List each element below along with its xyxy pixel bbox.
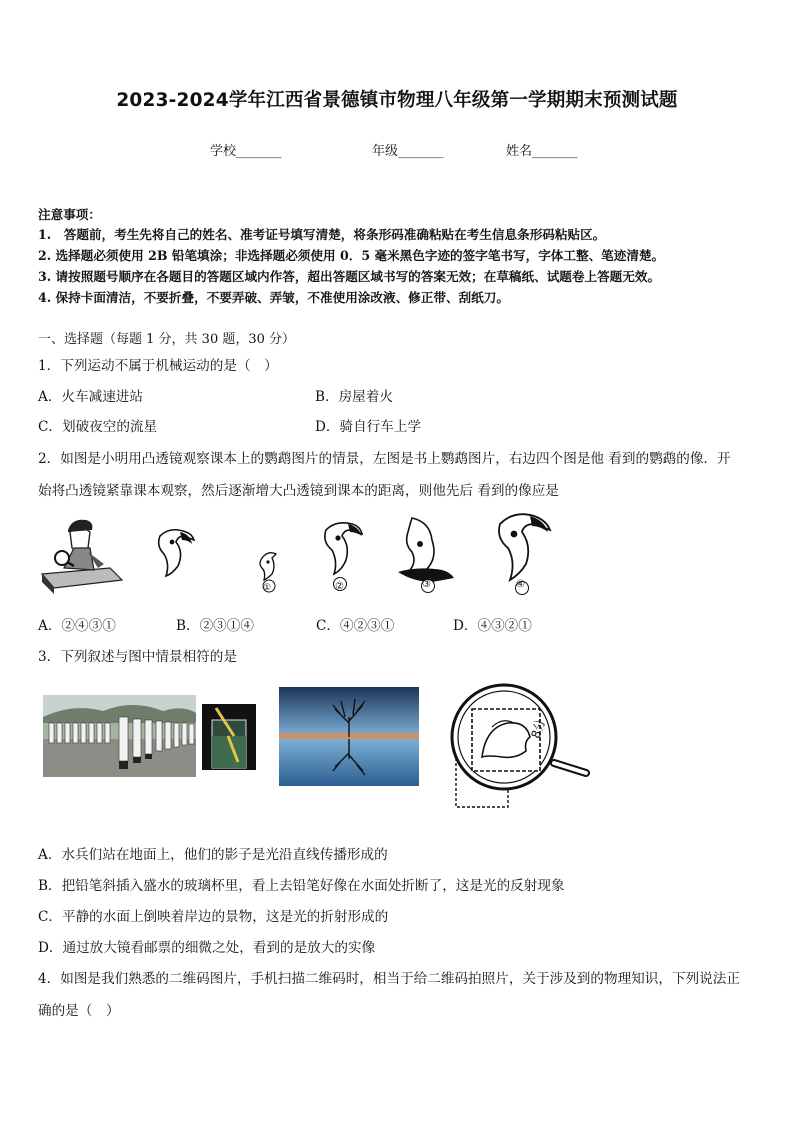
notice-heading: 注意事项：: [38, 207, 101, 222]
q1-option-d: D．骑自行车上学: [315, 419, 422, 435]
stamp-value: 8分: [528, 717, 549, 741]
parrot-label-3: ③: [422, 579, 431, 590]
parrot-label-1: ①: [263, 583, 272, 593]
q3-stem: 3．下列叙述与图中情景相符的是: [38, 649, 237, 665]
parrot-image-2: [320, 516, 368, 592]
pencil-in-glass-photo: [202, 704, 256, 770]
q2-option-c: C．④②③①: [316, 618, 395, 634]
tree-reflection-photo: [279, 687, 419, 786]
parrot-original-figure: [150, 522, 200, 580]
q2-stem-line2: 始将凸透镜紧靠课本观察，然后逐渐增大凸透镜到课本的距离，则他先后 看到的像应是: [38, 483, 559, 499]
q1-stem: 1．下列运动不属于机械运动的是（ ）: [38, 358, 278, 374]
q3-option-a: A．水兵们站在地面上，他们的影子是光沿直线传播形成的: [38, 847, 388, 863]
magnifier-stamp-figure: [436, 683, 590, 811]
q2-option-a: A．②④③①: [38, 618, 116, 634]
q1-option-b: B．房屋着火: [315, 389, 393, 405]
page-title: 2023-2024学年江西省景德镇市物理八年级第一学期期末预测试题: [116, 90, 678, 111]
q3-option-d: D．通过放大镜看邮票的细微之处，看到的是放大的实像: [38, 940, 376, 956]
section-heading: 一、选择题（每题 1 分，共 30 题，30 分）: [38, 332, 296, 347]
parrot-label-4: ④: [516, 579, 525, 590]
school-field: 学校_______: [210, 144, 282, 159]
q4-stem-line1: 4．如图是我们熟悉的二维码图片，手机扫描二维码时，相当于给二维码拍照片，关于涉及到的物理知识，下列说法正: [38, 971, 740, 987]
q2-option-d: D．④③②①: [453, 618, 532, 634]
q1-option-a: A．火车减速进站: [38, 389, 143, 405]
notice-item-1: 1. 答题前，考生先将自己的姓名、准考证号填写清楚，将条形码准确粘贴在考生信息条形码粘贴区。: [38, 227, 606, 242]
notice-item-3: 3. 请按照题号顺序在各题目的答题区域内作答，超出答题区域书写的答案无效；在草稿纸、试题卷上答题无效。: [38, 269, 661, 284]
sailors-photo: [43, 695, 196, 777]
boy-magnifier-figure: [40, 510, 124, 594]
q1-option-c: C．划破夜空的流星: [38, 419, 158, 435]
q2-option-b: B．②③①④: [176, 618, 254, 634]
parrot-label-2: ②: [335, 581, 344, 592]
notice-item-4: 4. 保持卡面清洁，不要折叠，不要弄破、弄皱，不准使用涂改液、修正带、刮纸刀。: [38, 290, 509, 305]
q2-stem-line1: 2．如图是小明用凸透镜观察课本上的鹦鹉图片的情景，左图是书上鹦鹉图片，右边四个图是他 看到的鹦鹉的像．开: [38, 451, 731, 467]
q3-option-c: C．平静的水面上倒映着岸边的景物，这是光的折射形成的: [38, 909, 389, 925]
name-field: 姓名_______: [506, 144, 578, 159]
q4-stem-line2: 确的是（ ）: [38, 1003, 120, 1019]
grade-field: 年级_______: [372, 144, 444, 159]
q3-option-b: B．把铅笔斜插入盛水的玻璃杯里，看上去铅笔好像在水面处折断了，这是光的反射现象: [38, 878, 565, 894]
notice-item-2: 2. 选择题必须使用 2B 铅笔填涂；非选择题必须使用 0．5 毫米黑色字迹的签字笔书写，字体工整、笔迹清楚。: [38, 248, 665, 263]
